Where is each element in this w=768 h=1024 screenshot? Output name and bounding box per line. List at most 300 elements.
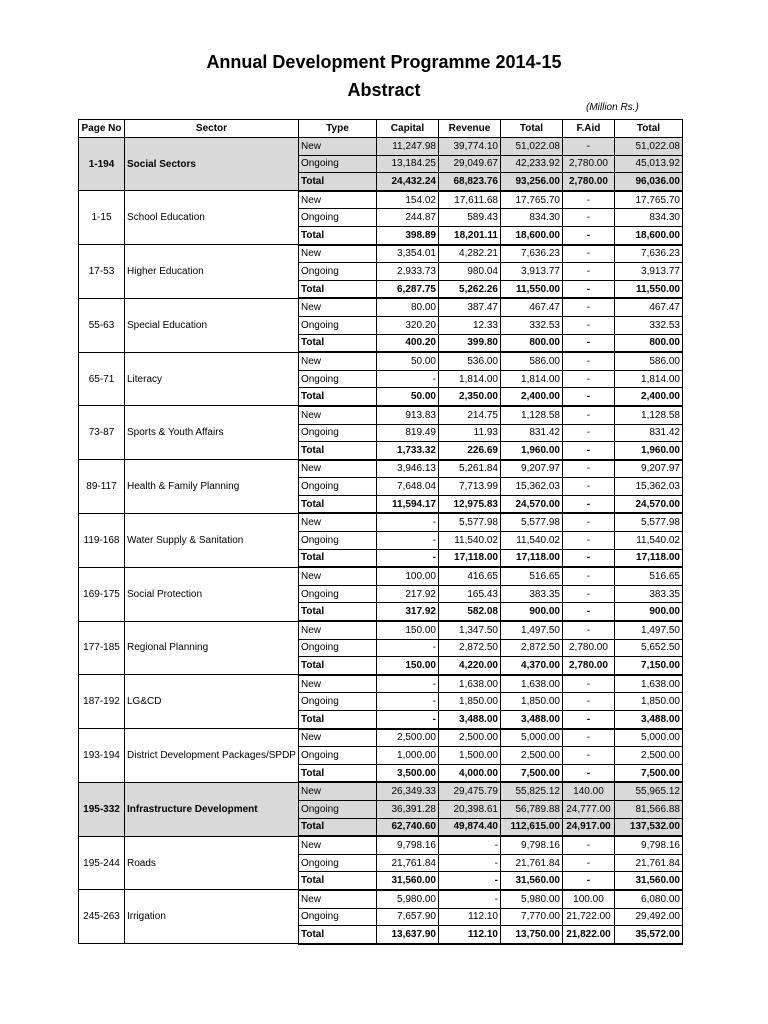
table-row: [79, 890, 683, 908]
capital-cell: 3,946.13: [376, 460, 438, 478]
revenue-cell: 17,118.00: [438, 549, 500, 567]
sector-cell: Special Education: [125, 298, 299, 352]
grand-total-cell: 3,488.00: [614, 711, 682, 729]
total-cell: 93,256.00: [500, 173, 562, 191]
adp-abstract-table: [78, 119, 683, 945]
total-cell: 5,980.00: [500, 890, 562, 908]
sector-group: [79, 836, 683, 890]
total-cell: 800.00: [500, 334, 562, 352]
table-row: [79, 191, 683, 209]
header-foreign-aid: F.Aid: [562, 120, 614, 138]
foreign-aid-cell: -: [562, 352, 614, 370]
sector-cell: District Development Packages/SPDP: [125, 729, 299, 783]
capital-cell: -: [376, 675, 438, 693]
grand-total-cell: 5,000.00: [614, 729, 682, 747]
sector-cell: Social Sectors: [125, 138, 299, 191]
foreign-aid-cell: 21,722.00: [562, 908, 614, 926]
capital-cell: 100.00: [376, 567, 438, 585]
type-cell: Total: [298, 603, 376, 621]
foreign-aid-cell: 2,780.00: [562, 173, 614, 191]
type-cell: Ongoing: [298, 854, 376, 872]
type-cell: New: [298, 782, 376, 800]
revenue-cell: 399.80: [438, 334, 500, 352]
grand-total-cell: 383.35: [614, 585, 682, 603]
capital-cell: 9,798.16: [376, 836, 438, 854]
total-cell: 2,500.00: [500, 747, 562, 765]
capital-cell: 13,184.25: [376, 155, 438, 173]
grand-total-cell: 35,572.00: [614, 926, 682, 944]
type-cell: New: [298, 460, 376, 478]
sector-cell: LG&CD: [125, 675, 299, 729]
grand-total-cell: 31,560.00: [614, 872, 682, 890]
capital-cell: 6,287.75: [376, 280, 438, 298]
sector-cell: Regional Planning: [125, 621, 299, 675]
table-row: [79, 836, 683, 854]
type-cell: Total: [298, 926, 376, 944]
grand-total-cell: 11,550.00: [614, 280, 682, 298]
sector-group: [79, 352, 683, 406]
type-cell: New: [298, 890, 376, 908]
type-cell: Ongoing: [298, 693, 376, 711]
foreign-aid-cell: 140.00: [562, 782, 614, 800]
type-cell: Ongoing: [298, 478, 376, 496]
revenue-cell: -: [438, 890, 500, 908]
capital-cell: 36,391.28: [376, 800, 438, 818]
grand-total-cell: 18,600.00: [614, 226, 682, 244]
capital-cell: 62,740.60: [376, 818, 438, 836]
page-no-cell: 73-87: [79, 406, 125, 460]
revenue-cell: 214.75: [438, 406, 500, 424]
foreign-aid-cell: -: [562, 567, 614, 585]
type-cell: Total: [298, 711, 376, 729]
grand-total-cell: 516.65: [614, 567, 682, 585]
capital-cell: -: [376, 513, 438, 531]
foreign-aid-cell: -: [562, 549, 614, 567]
foreign-aid-cell: -: [562, 442, 614, 460]
capital-cell: 13,637.90: [376, 926, 438, 944]
foreign-aid-cell: -: [562, 460, 614, 478]
foreign-aid-cell: -: [562, 138, 614, 156]
foreign-aid-cell: -: [562, 280, 614, 298]
total-cell: 21,761.84: [500, 854, 562, 872]
sector-group: [79, 567, 683, 621]
total-cell: 42,233.92: [500, 155, 562, 173]
grand-total-cell: 7,150.00: [614, 657, 682, 675]
revenue-cell: 29,049.67: [438, 155, 500, 173]
revenue-cell: 5,577.98: [438, 513, 500, 531]
sector-cell: Health & Family Planning: [125, 460, 299, 514]
table-row: [79, 352, 683, 370]
total-cell: 17,118.00: [500, 549, 562, 567]
grand-total-cell: 9,207.97: [614, 460, 682, 478]
grand-total-cell: 15,362.03: [614, 478, 682, 496]
sector-group: [79, 191, 683, 245]
table-row: [79, 406, 683, 424]
type-cell: New: [298, 298, 376, 316]
sector-group: [79, 675, 683, 729]
revenue-cell: 11.93: [438, 424, 500, 442]
capital-cell: 913.83: [376, 406, 438, 424]
table-row: [79, 245, 683, 263]
capital-cell: 150.00: [376, 621, 438, 639]
type-cell: Total: [298, 549, 376, 567]
type-cell: New: [298, 191, 376, 209]
revenue-cell: 582.08: [438, 603, 500, 621]
revenue-cell: 7,713.99: [438, 478, 500, 496]
total-cell: 5,577.98: [500, 513, 562, 531]
capital-cell: -: [376, 532, 438, 550]
foreign-aid-cell: -: [562, 388, 614, 406]
type-cell: New: [298, 836, 376, 854]
sector-group: [79, 298, 683, 352]
header-page-no: Page No: [79, 120, 125, 138]
type-cell: Total: [298, 495, 376, 513]
grand-total-cell: 900.00: [614, 603, 682, 621]
revenue-cell: 1,814.00: [438, 370, 500, 388]
total-cell: 1,638.00: [500, 675, 562, 693]
revenue-cell: 589.43: [438, 209, 500, 227]
grand-total-cell: 55,965.12: [614, 782, 682, 800]
sector-cell: Higher Education: [125, 245, 299, 299]
page-no-cell: 17-53: [79, 245, 125, 299]
grand-total-cell: 2,500.00: [614, 747, 682, 765]
grand-total-cell: 11,540.02: [614, 532, 682, 550]
grand-total-cell: 1,960.00: [614, 442, 682, 460]
grand-total-cell: 3,913.77: [614, 263, 682, 281]
type-cell: New: [298, 621, 376, 639]
page-no-cell: 169-175: [79, 567, 125, 621]
type-cell: Total: [298, 388, 376, 406]
foreign-aid-cell: -: [562, 711, 614, 729]
header-type: Type: [298, 120, 376, 138]
sector-group: [79, 621, 683, 675]
capital-cell: 3,354.01: [376, 245, 438, 263]
table-row: [79, 298, 683, 316]
grand-total-cell: 2,400.00: [614, 388, 682, 406]
revenue-cell: 1,638.00: [438, 675, 500, 693]
total-cell: 516.65: [500, 567, 562, 585]
type-cell: Total: [298, 442, 376, 460]
foreign-aid-cell: -: [562, 406, 614, 424]
sector-cell: Roads: [125, 836, 299, 890]
total-cell: 9,798.16: [500, 836, 562, 854]
grand-total-cell: 5,652.50: [614, 639, 682, 657]
revenue-cell: 2,500.00: [438, 729, 500, 747]
capital-cell: 150.00: [376, 657, 438, 675]
revenue-cell: -: [438, 836, 500, 854]
total-cell: 586.00: [500, 352, 562, 370]
sector-cell: Infrastructure Development: [125, 782, 299, 836]
sector-cell: Irrigation: [125, 890, 299, 944]
capital-cell: 7,648.04: [376, 478, 438, 496]
type-cell: New: [298, 245, 376, 263]
grand-total-cell: 51,022.08: [614, 138, 682, 156]
revenue-cell: 1,500.00: [438, 747, 500, 765]
revenue-cell: 1,850.00: [438, 693, 500, 711]
page-no-cell: 195-244: [79, 836, 125, 890]
table-row: [79, 782, 683, 800]
foreign-aid-cell: -: [562, 513, 614, 531]
capital-cell: 26,349.33: [376, 782, 438, 800]
capital-cell: -: [376, 639, 438, 657]
foreign-aid-cell: -: [562, 370, 614, 388]
foreign-aid-cell: 24,917.00: [562, 818, 614, 836]
grand-total-cell: 1,638.00: [614, 675, 682, 693]
capital-cell: 400.20: [376, 334, 438, 352]
page-no-cell: 177-185: [79, 621, 125, 675]
page-no-cell: 65-71: [79, 352, 125, 406]
total-cell: 13,750.00: [500, 926, 562, 944]
grand-total-cell: 21,761.84: [614, 854, 682, 872]
type-cell: New: [298, 406, 376, 424]
grand-total-cell: 1,497.50: [614, 621, 682, 639]
page-no-cell: 195-332: [79, 782, 125, 836]
capital-cell: 2,500.00: [376, 729, 438, 747]
table-row: [79, 460, 683, 478]
total-cell: 18,600.00: [500, 226, 562, 244]
sector-group: [79, 782, 683, 836]
sector-cell: School Education: [125, 191, 299, 245]
foreign-aid-cell: -: [562, 209, 614, 227]
type-cell: New: [298, 729, 376, 747]
total-cell: 51,022.08: [500, 138, 562, 156]
revenue-cell: 416.65: [438, 567, 500, 585]
total-cell: 1,128.58: [500, 406, 562, 424]
grand-total-cell: 834.30: [614, 209, 682, 227]
capital-cell: 217.92: [376, 585, 438, 603]
total-cell: 1,497.50: [500, 621, 562, 639]
foreign-aid-cell: -: [562, 316, 614, 334]
foreign-aid-cell: -: [562, 729, 614, 747]
revenue-cell: 980.04: [438, 263, 500, 281]
revenue-cell: 112.10: [438, 926, 500, 944]
foreign-aid-cell: -: [562, 854, 614, 872]
foreign-aid-cell: -: [562, 334, 614, 352]
total-cell: 1,960.00: [500, 442, 562, 460]
grand-total-cell: 586.00: [614, 352, 682, 370]
page-no-cell: 1-194: [79, 138, 125, 191]
foreign-aid-cell: -: [562, 675, 614, 693]
header-capital: Capital: [376, 120, 438, 138]
revenue-cell: 112.10: [438, 908, 500, 926]
grand-total-cell: 6,080.00: [614, 890, 682, 908]
table-row: [79, 675, 683, 693]
capital-cell: 21,761.84: [376, 854, 438, 872]
total-cell: 55,825.12: [500, 782, 562, 800]
foreign-aid-cell: -: [562, 872, 614, 890]
foreign-aid-cell: 2,780.00: [562, 639, 614, 657]
type-cell: New: [298, 567, 376, 585]
revenue-cell: 387.47: [438, 298, 500, 316]
capital-cell: 7,657.90: [376, 908, 438, 926]
capital-cell: 154.02: [376, 191, 438, 209]
total-cell: 56,789.88: [500, 800, 562, 818]
grand-total-cell: 17,765.70: [614, 191, 682, 209]
type-cell: Ongoing: [298, 639, 376, 657]
total-cell: 467.47: [500, 298, 562, 316]
total-cell: 4,370.00: [500, 657, 562, 675]
capital-cell: 5,980.00: [376, 890, 438, 908]
type-cell: Total: [298, 818, 376, 836]
foreign-aid-cell: 2,780.00: [562, 657, 614, 675]
total-cell: 9,207.97: [500, 460, 562, 478]
sector-group: [79, 890, 683, 944]
capital-cell: 24,432.24: [376, 173, 438, 191]
sector-cell: Water Supply & Sanitation: [125, 513, 299, 567]
foreign-aid-cell: -: [562, 603, 614, 621]
grand-total-cell: 137,532.00: [614, 818, 682, 836]
type-cell: Ongoing: [298, 424, 376, 442]
foreign-aid-cell: -: [562, 621, 614, 639]
type-cell: Total: [298, 280, 376, 298]
revenue-cell: 2,350.00: [438, 388, 500, 406]
total-cell: 24,570.00: [500, 495, 562, 513]
capital-cell: -: [376, 370, 438, 388]
grand-total-cell: 17,118.00: [614, 549, 682, 567]
header-sector: Sector: [125, 120, 299, 138]
revenue-cell: 4,282.21: [438, 245, 500, 263]
sector-group: [79, 245, 683, 299]
foreign-aid-cell: -: [562, 532, 614, 550]
capital-cell: 2,933.73: [376, 263, 438, 281]
header-row: [79, 120, 683, 138]
sector-group: [79, 729, 683, 783]
sector-group: [79, 406, 683, 460]
header-grand-total: Total: [614, 120, 682, 138]
type-cell: Ongoing: [298, 263, 376, 281]
total-cell: 7,500.00: [500, 764, 562, 782]
capital-cell: 31,560.00: [376, 872, 438, 890]
foreign-aid-cell: -: [562, 424, 614, 442]
total-cell: 7,770.00: [500, 908, 562, 926]
unit-note: (Million Rs.): [586, 102, 639, 113]
page-no-cell: 119-168: [79, 513, 125, 567]
foreign-aid-cell: -: [562, 747, 614, 765]
foreign-aid-cell: 21,822.00: [562, 926, 614, 944]
total-cell: 11,550.00: [500, 280, 562, 298]
capital-cell: 50.00: [376, 388, 438, 406]
total-cell: 2,872.50: [500, 639, 562, 657]
total-cell: 3,913.77: [500, 263, 562, 281]
sector-cell: Sports & Youth Affairs: [125, 406, 299, 460]
grand-total-cell: 467.47: [614, 298, 682, 316]
revenue-cell: 39,774.10: [438, 138, 500, 156]
capital-cell: 3,500.00: [376, 764, 438, 782]
revenue-cell: 68,823.76: [438, 173, 500, 191]
revenue-cell: 18,201.11: [438, 226, 500, 244]
type-cell: Total: [298, 872, 376, 890]
grand-total-cell: 800.00: [614, 334, 682, 352]
grand-total-cell: 24,570.00: [614, 495, 682, 513]
table-row: [79, 138, 683, 156]
page-no-cell: 245-263: [79, 890, 125, 944]
total-cell: 332.53: [500, 316, 562, 334]
sector-group: [79, 460, 683, 514]
sector-group: [79, 513, 683, 567]
total-cell: 1,814.00: [500, 370, 562, 388]
total-cell: 831.42: [500, 424, 562, 442]
foreign-aid-cell: -: [562, 226, 614, 244]
header-total: Total: [500, 120, 562, 138]
type-cell: Total: [298, 657, 376, 675]
capital-cell: 317.92: [376, 603, 438, 621]
page-no-cell: 187-192: [79, 675, 125, 729]
revenue-cell: 4,220.00: [438, 657, 500, 675]
foreign-aid-cell: -: [562, 298, 614, 316]
table-row: [79, 621, 683, 639]
type-cell: Ongoing: [298, 316, 376, 334]
capital-cell: 11,247.98: [376, 138, 438, 156]
revenue-cell: 1,347.50: [438, 621, 500, 639]
type-cell: Ongoing: [298, 209, 376, 227]
total-cell: 5,000.00: [500, 729, 562, 747]
type-cell: New: [298, 675, 376, 693]
table-row: [79, 567, 683, 585]
foreign-aid-cell: -: [562, 764, 614, 782]
revenue-cell: 226.69: [438, 442, 500, 460]
grand-total-cell: 96,036.00: [614, 173, 682, 191]
grand-total-cell: 1,850.00: [614, 693, 682, 711]
table-row: [79, 729, 683, 747]
total-cell: 112,615.00: [500, 818, 562, 836]
revenue-cell: 20,398.61: [438, 800, 500, 818]
capital-cell: 11,594.17: [376, 495, 438, 513]
grand-total-cell: 7,500.00: [614, 764, 682, 782]
revenue-cell: 4,000.00: [438, 764, 500, 782]
type-cell: Ongoing: [298, 747, 376, 765]
page-no-cell: 1-15: [79, 191, 125, 245]
foreign-aid-cell: -: [562, 585, 614, 603]
foreign-aid-cell: -: [562, 478, 614, 496]
grand-total-cell: 7,636.23: [614, 245, 682, 263]
total-cell: 383.35: [500, 585, 562, 603]
revenue-cell: 536.00: [438, 352, 500, 370]
capital-cell: 819.49: [376, 424, 438, 442]
page-title: Annual Development Programme 2014-15: [206, 52, 562, 72]
page-no-cell: 89-117: [79, 460, 125, 514]
foreign-aid-cell: 2,780.00: [562, 155, 614, 173]
foreign-aid-cell: -: [562, 693, 614, 711]
total-cell: 31,560.00: [500, 872, 562, 890]
type-cell: Total: [298, 226, 376, 244]
capital-cell: 320.20: [376, 316, 438, 334]
foreign-aid-cell: -: [562, 245, 614, 263]
page-no-cell: 55-63: [79, 298, 125, 352]
type-cell: Total: [298, 334, 376, 352]
capital-cell: 1,733.32: [376, 442, 438, 460]
grand-total-cell: 9,798.16: [614, 836, 682, 854]
type-cell: New: [298, 513, 376, 531]
revenue-cell: -: [438, 872, 500, 890]
type-cell: New: [298, 138, 376, 156]
page-no-cell: 193-194: [79, 729, 125, 783]
revenue-cell: 11,540.02: [438, 532, 500, 550]
table-row: [79, 513, 683, 531]
total-cell: 2,400.00: [500, 388, 562, 406]
total-cell: 834.30: [500, 209, 562, 227]
sector-group: [79, 138, 683, 191]
type-cell: Ongoing: [298, 585, 376, 603]
revenue-cell: 17,611.68: [438, 191, 500, 209]
total-cell: 1,850.00: [500, 693, 562, 711]
grand-total-cell: 45,013.92: [614, 155, 682, 173]
type-cell: Ongoing: [298, 532, 376, 550]
capital-cell: 398.89: [376, 226, 438, 244]
grand-total-cell: 81,566.88: [614, 800, 682, 818]
type-cell: Total: [298, 764, 376, 782]
capital-cell: 80.00: [376, 298, 438, 316]
capital-cell: 1,000.00: [376, 747, 438, 765]
